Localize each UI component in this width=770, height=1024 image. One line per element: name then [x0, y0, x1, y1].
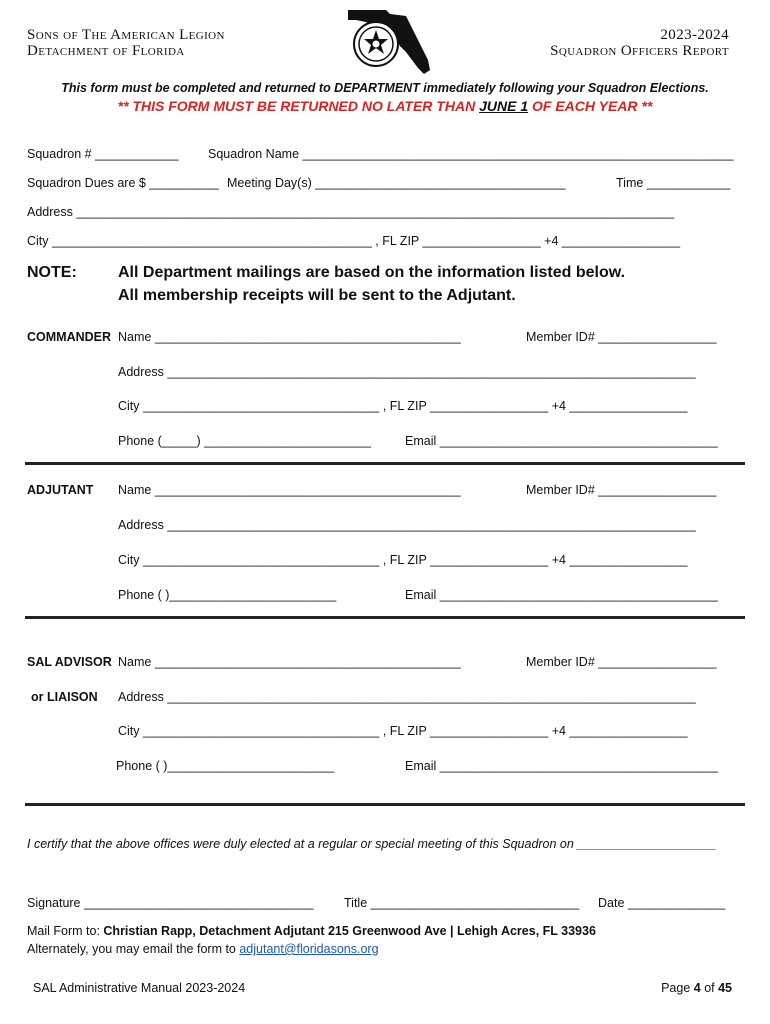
meeting-days-field[interactable]: Meeting Day(s) ____________________________________ — [227, 176, 566, 190]
squadron-address-field[interactable]: Address ______________________________________________________________________________________ — [27, 205, 675, 219]
page-prefix: Page — [661, 981, 694, 995]
advisor-phone-field[interactable]: Phone ( )________________________ — [116, 759, 335, 773]
page-number — [661, 981, 732, 995]
org-name-line1: Sons of The American Legion — [27, 27, 225, 43]
commander-member-id-field[interactable]: Member ID# _________________ — [526, 330, 717, 344]
adjutant-phone-field[interactable]: Phone ( )________________________ — [118, 588, 337, 602]
advisor-title: SAL ADVISOR — [27, 655, 112, 669]
commander-address-field[interactable]: Address ____________________________________________________________________________ — [118, 365, 696, 379]
footer-manual-title: SAL Administrative Manual 2023-2024 — [33, 981, 246, 995]
report-year: 2023-2024 — [660, 27, 729, 43]
meeting-time-field[interactable]: Time ____________ — [616, 176, 731, 190]
mail-recipient: Christian Rapp, Detachment Adjutant 215 Greenwood Ave | Lehigh Acres, FL 33936 — [103, 924, 596, 938]
adjutant-name-field[interactable]: Name ____________________________________________ — [118, 483, 461, 497]
adjutant-email-field[interactable]: Email ________________________________________ — [405, 588, 718, 602]
signature-date-field[interactable]: Date ______________ — [598, 896, 726, 910]
note-line1: All Department mailings are based on the information listed below. — [118, 264, 626, 281]
note-label: NOTE: — [27, 264, 77, 281]
adjutant-title: ADJUTANT — [27, 483, 94, 497]
org-name-line2: Detachment of Florida — [27, 43, 185, 59]
adjutant-member-id-field[interactable]: Member ID# _________________ — [526, 483, 717, 497]
florida-legion-emblem-logo — [346, 8, 432, 76]
report-title: Squadron Officers Report — [550, 43, 729, 59]
squadron-dues-field[interactable]: Squadron Dues are $ __________ — [27, 176, 219, 190]
advisor-subtitle: or LIAISON — [31, 690, 98, 704]
advisor-member-id-field[interactable]: Member ID# _________________ — [526, 655, 717, 669]
page-current: 4 — [693, 981, 701, 995]
note-line2: All membership receipts will be sent to the Adjutant. — [118, 287, 516, 304]
squadron-name-field[interactable]: Squadron Name ______________________________________________________________ — [208, 147, 734, 161]
deadline-warning — [0, 98, 770, 114]
squadron-number-field[interactable]: Squadron # ____________ — [27, 147, 179, 161]
adjutant-city-field[interactable]: City __________________________________ , FL ZIP _________________ +4 _________________ — [118, 553, 688, 567]
email-instructions — [27, 942, 379, 956]
advisor-email-field[interactable]: Email ________________________________________ — [405, 759, 718, 773]
commander-phone-field[interactable]: Phone (_____) ________________________ — [118, 434, 372, 448]
section-divider — [25, 616, 745, 619]
signature-title-field[interactable]: Title ______________________________ — [344, 896, 580, 910]
advisor-name-field[interactable]: Name ____________________________________________ — [118, 655, 461, 669]
mail-prefix: Mail Form to: — [27, 924, 104, 938]
adjutant-email-link[interactable]: adjutant@floridasons.org — [239, 942, 379, 956]
commander-city-field[interactable]: City __________________________________ , FL ZIP _________________ +4 _________________ — [118, 399, 688, 413]
page-total: 45 — [718, 981, 732, 995]
commander-email-field[interactable]: Email ________________________________________ — [405, 434, 718, 448]
section-divider — [25, 803, 745, 806]
advisor-address-field[interactable]: Address ____________________________________________________________________________ — [118, 690, 696, 704]
certification-statement[interactable]: I certify that the above offices were duly elected at a regular or special meeting of this Squadron on ____________________ — [27, 837, 717, 851]
deadline-date: JUNE 1 — [479, 98, 529, 114]
deadline-suffix: OF EACH YEAR ** — [528, 98, 653, 114]
squadron-city-field[interactable]: City ______________________________________________ , FL ZIP _________________ +4 _________________ — [27, 234, 681, 248]
page-of: of — [700, 981, 719, 995]
deadline-prefix: ** THIS FORM MUST BE RETURNED NO LATER THAN — [117, 98, 480, 114]
commander-name-field[interactable]: Name ____________________________________________ — [118, 330, 461, 344]
email-prefix: Alternately, you may email the form to — [27, 942, 240, 956]
section-divider — [25, 462, 745, 465]
adjutant-address-field[interactable]: Address ____________________________________________________________________________ — [118, 518, 696, 532]
signature-field[interactable]: Signature _________________________________ — [27, 896, 314, 910]
commander-title: COMMANDER — [27, 330, 112, 344]
advisor-city-field[interactable]: City __________________________________ , FL ZIP _________________ +4 _________________ — [118, 724, 688, 738]
instruction-text: This form must be completed and returned to DEPARTMENT immediately following your Squadron Elections. — [61, 81, 709, 95]
mail-instructions — [27, 924, 596, 938]
